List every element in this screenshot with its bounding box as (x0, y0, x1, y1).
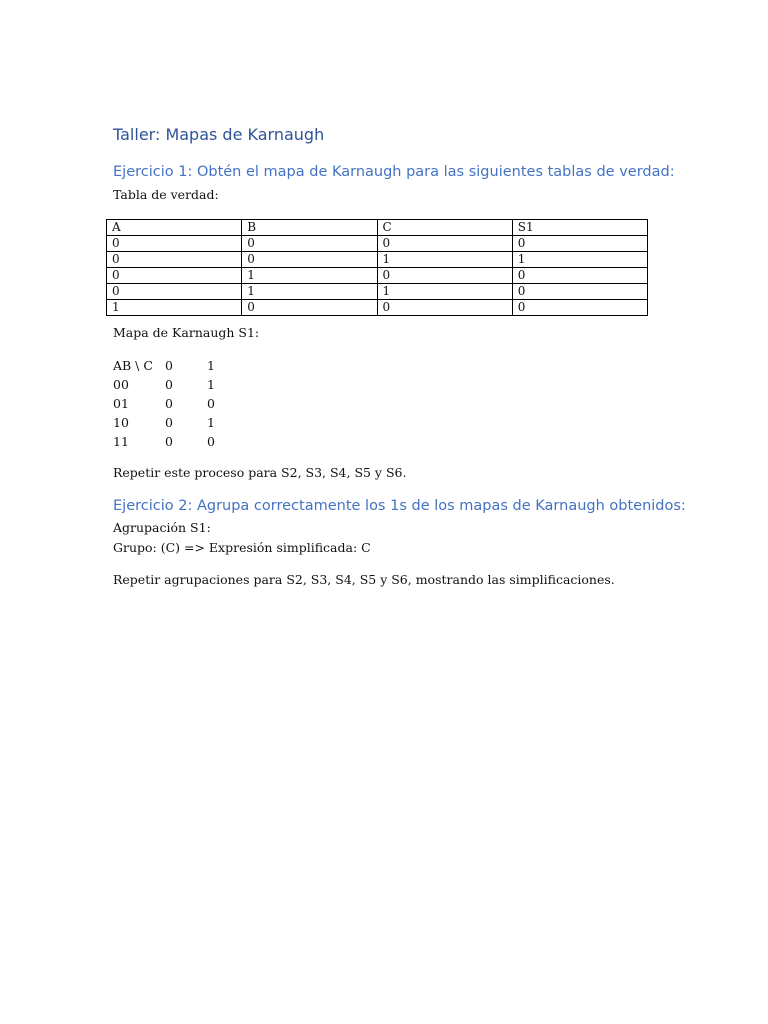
truth-table-cell: 0 (377, 236, 512, 252)
truth-table-cell: 0 (107, 268, 242, 284)
truth-table-row (107, 300, 648, 316)
document-title: Taller: Mapas de Karnaugh (113, 125, 325, 144)
truth-table-cell: 0 (107, 284, 242, 300)
truth-table-cell: 1 (242, 268, 377, 284)
truth-table-row (107, 252, 648, 268)
group-expression: Grupo: (C) => Expresión simplificada: C (113, 540, 371, 555)
truth-table-cell: 0 (377, 300, 512, 316)
truth-table-cell: 1 (512, 252, 647, 268)
truth-table-cell: 0 (512, 284, 647, 300)
truth-table-cell: 0 (242, 300, 377, 316)
truth-table-cell: 0 (107, 236, 242, 252)
truth-table-header-cell: C (377, 220, 512, 236)
kmap-row (113, 394, 227, 413)
kmap-header-row (113, 356, 227, 375)
kmap-cell: 0 (165, 415, 173, 430)
exercise-1-repeat-note: Repetir este proceso para S2, S3, S4, S5 y S6. (113, 465, 407, 480)
truth-table-cell: 0 (512, 236, 647, 252)
truth-table-label: Tabla de verdad: (113, 187, 219, 202)
kmap-row (113, 375, 227, 394)
kmap-cell: 0 (207, 434, 215, 449)
kmap-cell: 01 (113, 396, 129, 411)
truth-table-cell: 0 (512, 300, 647, 316)
exercise-1-heading: Ejercicio 1: Obtén el mapa de Karnaugh para las siguientes tablas de verdad: (113, 164, 675, 180)
kmap-cell: 1 (207, 377, 215, 392)
truth-table (106, 219, 648, 316)
truth-table-cell: 1 (107, 300, 242, 316)
truth-table-cell: 0 (242, 252, 377, 268)
truth-table-cell: 0 (107, 252, 242, 268)
truth-table-cell: 1 (377, 252, 512, 268)
kmap-row (113, 413, 227, 432)
kmap-cell: 0 (165, 377, 173, 392)
truth-table-cell: 0 (377, 268, 512, 284)
truth-table-cell: 0 (512, 268, 647, 284)
truth-table-cell: 0 (242, 236, 377, 252)
truth-table-cell: 1 (377, 284, 512, 300)
truth-table-row (107, 268, 648, 284)
truth-table-cell: 1 (242, 284, 377, 300)
truth-table-row (107, 284, 648, 300)
kmap-header-cell: 0 (165, 358, 173, 373)
kmap-label: Mapa de Karnaugh S1: (113, 325, 260, 340)
kmap-cell: 10 (113, 415, 129, 430)
truth-table-row (107, 236, 648, 252)
kmap-header-cell: 1 (207, 358, 215, 373)
kmap-cell: 0 (165, 434, 173, 449)
kmap-header-cell: AB \ C (113, 358, 153, 373)
truth-table-header-cell: A (107, 220, 242, 236)
grouping-label: Agrupación S1: (113, 520, 211, 535)
truth-table-header-row (107, 220, 648, 236)
kmap-cell: 0 (207, 396, 215, 411)
karnaugh-map (113, 356, 227, 451)
kmap-row (113, 432, 227, 451)
truth-table-header-cell: S1 (512, 220, 647, 236)
truth-table-header-cell: B (242, 220, 377, 236)
kmap-cell: 00 (113, 377, 129, 392)
kmap-cell: 1 (207, 415, 215, 430)
exercise-2-heading: Ejercicio 2: Agrupa correctamente los 1s de los mapas de Karnaugh obtenidos: (113, 498, 686, 514)
kmap-cell: 0 (165, 396, 173, 411)
kmap-cell: 11 (113, 434, 129, 449)
exercise-2-repeat-note: Repetir agrupaciones para S2, S3, S4, S5 y S6, mostrando las simplificaciones. (113, 572, 615, 587)
